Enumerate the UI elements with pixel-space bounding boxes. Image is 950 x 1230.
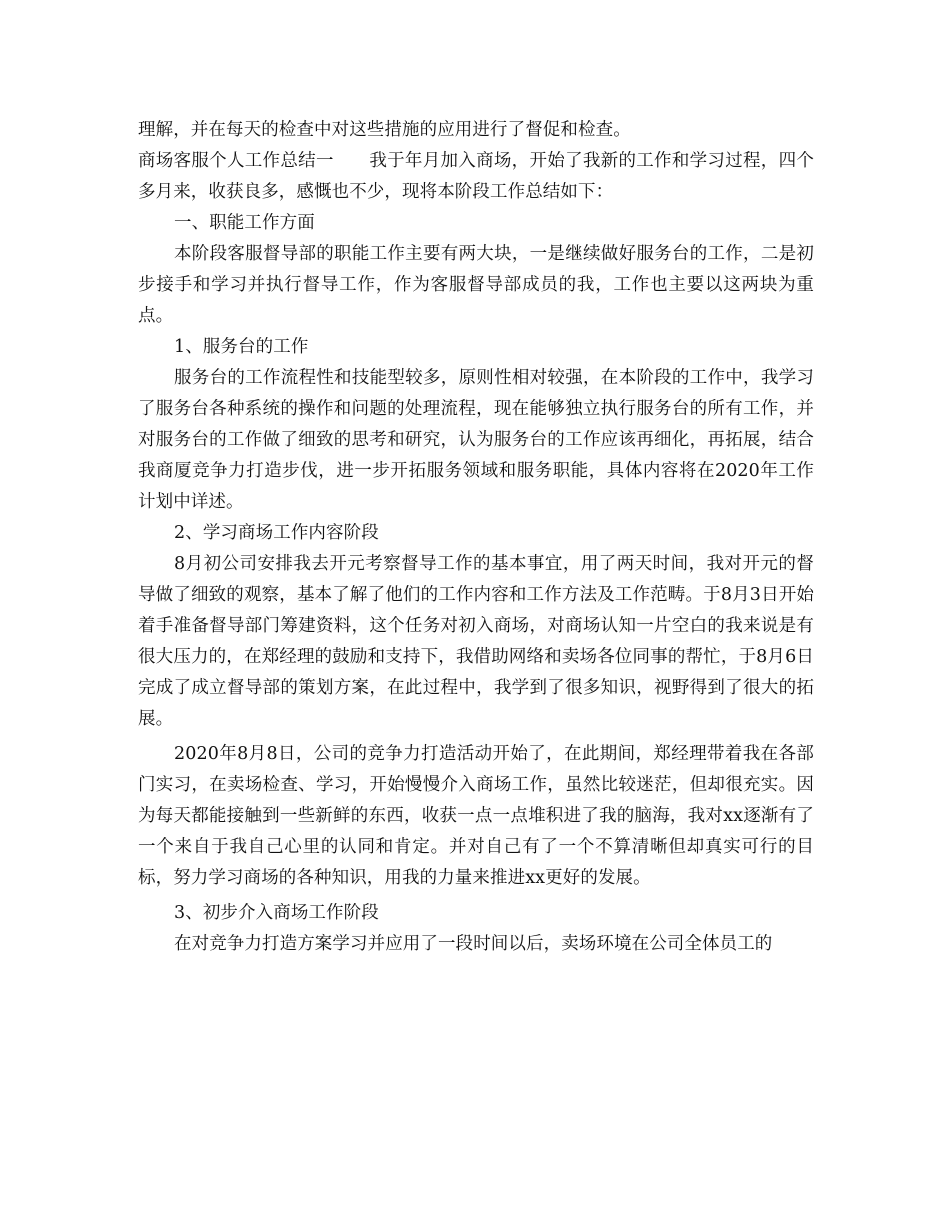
paragraph-continuation: 理解，并在每天的检查中对这些措施的应用进行了督促和检查。 <box>138 120 631 140</box>
paragraph-initial-involvement: 在对竞争力打造方案学习并应用了一段时间以后，卖场环境在公司全体员工的 <box>174 934 773 954</box>
paragraph-functional-work: 本阶段客服督导部的职能工作主要有两大块，一是继续做好服务台的工作，二是初步接手和学习并执行督导工作，作为客服督导部成员的我，工作也主要以这两块为重点。 <box>138 244 814 326</box>
paragraph-summary-intro: 商场客服个人工作总结一 我于年月加入商场，开始了我新的工作和学习过程，四个多月来，收获良多，感慨也不少，现将本阶段工作总结如下： <box>138 151 814 202</box>
heading-service-desk: 1、服务台的工作 <box>174 337 309 357</box>
paragraph-learning-stage: 8月初公司安排我去开元考察督导工作的基本事宜，用了两天时间，我对开元的督导做了细致的观察，基本了解了他们的工作内容和工作方法及工作范畴。于8月3日开始着手准备督导部门筹建资料，这个任务对初入商场，对商场认知一片空白的我来说是有很大压力的，在郑经理的鼓励和支持下，我借助网络和卖场各位同事的帮忙，于8月6日完成了成立督导部的策划方案，在此过程中，我学到了很多知识，视野得到了很大的拓展。 <box>138 554 814 729</box>
paragraph-competitiveness: 2020年8月8日，公司的竞争力打造活动开始了，在此期间，郑经理带着我在各部门实习，在卖场检查、学习，开始慢慢介入商场工作，虽然比较迷茫，但却很充实。因为每天都能接触到一些新鲜的东西，收获一点一点堆积进了我的脑海，我对xx逐渐有了一个来自于我自己心里的认同和肯定。并对自己有了一个不算清晰但却真实可行的目标，努力学习商场的各种知识，用我的力量来推进xx更好的发展。 <box>138 744 814 888</box>
heading-initial-involvement: 3、初步介入商场工作阶段 <box>174 903 379 923</box>
heading-functional-work: 一、职能工作方面 <box>174 213 315 233</box>
heading-learning-stage: 2、学习商场工作内容阶段 <box>174 523 379 543</box>
document-body <box>138 115 814 960</box>
paragraph-service-desk: 服务台的工作流程性和技能型较多，原则性相对较强，在本阶段的工作中，我学习了服务台各种系统的操作和问题的处理流程，现在能够独立执行服务台的所有工作，并对服务台的工作做了细致的思考和研究，认为服务台的工作应该再细化，再拓展，结合我商厦竞争力打造步伐，进一步开拓服务领域和服务职能，具体内容将在2020年工作计划中详述。 <box>138 368 814 512</box>
